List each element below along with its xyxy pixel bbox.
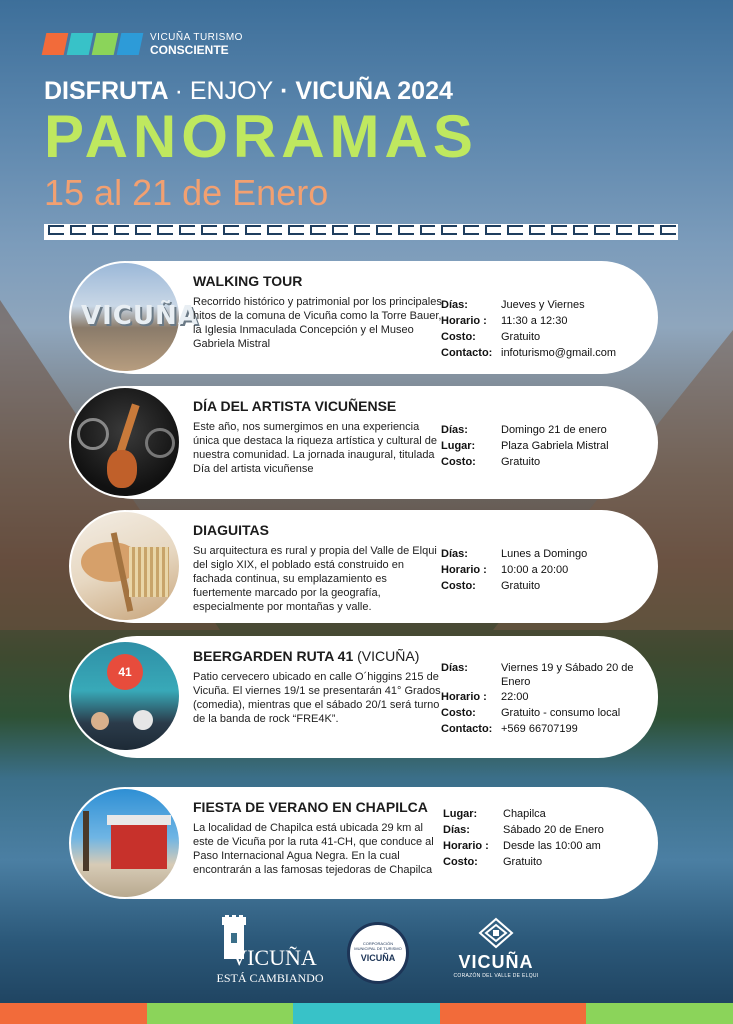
event-description: Recorrido histórico y patrimonial por los principales hitos de la comuna de Vicuña como la Torre Bauer, la Iglesia Inmaculada Concepción y el Museo Gabriela Mistral: [193, 296, 442, 350]
logo1-line1: VICUÑA: [231, 945, 317, 970]
event-title: BEERGARDEN RUTA 41 (VICUÑA): [193, 648, 420, 664]
logo-corporacion-turismo: [347, 922, 409, 984]
detail-value: Gratuito: [501, 456, 541, 468]
detail-label: Lugar:: [441, 440, 476, 452]
detail-value: Sábado 20 de Enero: [503, 824, 604, 836]
detail-value: Plaza Gabriela Mistral: [501, 440, 609, 452]
event-details: [441, 660, 651, 737]
footer-color-bar: [0, 1003, 733, 1024]
detail-value: 11:30 a 12:30: [501, 315, 568, 327]
logo2-line1: CORPORACIÓN MUNICIPAL DE TURISMO: [354, 941, 402, 951]
event-card-dia-del-artista[interactable]: [77, 386, 658, 499]
logo1-line2: ESTÁ CAMBIANDO: [216, 971, 324, 985]
event-details: [441, 297, 651, 361]
event-title: DÍA DEL ARTISTA VICUÑENSE: [193, 398, 397, 414]
footer-segment: [293, 1003, 440, 1024]
detail-label: Contacto:: [441, 347, 493, 359]
event-title: FIESTA DE VERANO EN CHAPILCA: [193, 799, 428, 815]
event-description: La localidad de Chapilca está ubicada 29 km al este de Vicuña por la ruta 41-CH, que conduce al Paso Internacional Agua Negra. En la cual encontrarán a las famosas tejedoras de Chapilca: [193, 822, 434, 876]
event-description: Su arquitectura es rural y propia del Valle de Elqui del siglo XIX, el poblado está construido en fachada continua, su emplazamiento es fuertemente marcado por la geografía, especialmente por montañas y valle.: [193, 545, 437, 613]
footer-segment: [440, 1003, 587, 1024]
detail-label: Costo:: [441, 707, 476, 719]
brand-square-blue: [117, 33, 144, 55]
event-card-beergarden[interactable]: [77, 636, 658, 758]
footer-segment: [0, 1003, 147, 1024]
detail-value: Chapilca: [503, 808, 546, 820]
logo-vicuna-esta-cambiando: [200, 915, 330, 986]
detail-label: Costo:: [441, 331, 476, 343]
detail-label: Horario :: [441, 564, 487, 576]
photo-vicuna-sign: VICUÑA: [69, 261, 181, 373]
detail-label: Horario :: [441, 315, 487, 327]
event-title: DIAGUITAS: [193, 522, 269, 538]
detail-label: Días:: [441, 548, 468, 560]
headline-disfruta: DISFRUTA: [44, 77, 168, 105]
detail-value: Gratuito: [501, 331, 541, 343]
logo2-line2: VICUÑA: [360, 953, 396, 963]
brand-line2: CONSCIENTE: [150, 43, 229, 57]
event-card-fiesta-chapilca[interactable]: [77, 787, 658, 899]
detail-value: Desde las 10:00 am: [503, 840, 601, 852]
detail-value: Jueves y Viernes: [501, 299, 585, 311]
event-description: Patio cervecero ubicado en calle O´higgins 215 de Vicuña. El viernes 19/1 se presentarán 41° Grados (comedia), mientras que el sábado 20/1 será turno de la banda de rock “FRE4K”.: [193, 671, 441, 725]
date-range: 15 al 21 de Enero: [44, 172, 329, 213]
detail-value: 10:00 a 20:00: [501, 564, 569, 576]
brand-square-cyan: [67, 33, 94, 55]
diamond-emblem-icon: [478, 918, 514, 948]
detail-value: infoturismo@gmail.com: [501, 347, 617, 359]
detail-value: Gratuito: [501, 580, 541, 592]
headline-vicuna: · VICUÑA 2024: [280, 77, 453, 105]
detail-label: Costo:: [441, 580, 476, 592]
detail-value: Domingo 21 de enero: [501, 424, 607, 436]
brand-square-green: [92, 33, 119, 55]
photo-beergarden: 41: [69, 640, 181, 752]
detail-label: Días:: [441, 299, 468, 311]
page-title: PANORAMAS: [44, 103, 478, 170]
detail-label: Días:: [441, 662, 468, 674]
event-title: WALKING TOUR: [193, 273, 303, 289]
detail-label: Costo:: [441, 456, 476, 468]
footer-segment: [586, 1003, 733, 1024]
detail-label: Contacto:: [441, 723, 493, 735]
photo-weaving: [69, 510, 181, 622]
brand-square-orange: [42, 33, 69, 55]
detail-label: Horario :: [441, 691, 487, 703]
brand-line1: VICUÑA TURISMO: [150, 32, 243, 43]
photo-chapilca-house: [69, 787, 181, 899]
event-details: [443, 806, 653, 870]
event-card-walking-tour[interactable]: [77, 261, 658, 374]
detail-label: Costo:: [443, 856, 478, 868]
detail-value: Viernes 19 y Sábado 20 de Enero: [501, 662, 634, 688]
event-description: Este año, nos sumergimos en una experiencia única que destaca la riqueza artística y cultural de nuestra comunidad. La jornada inaugural, titulada Día del artista vicuñense: [193, 421, 437, 475]
detail-value: Lunes a Domingo: [501, 548, 588, 560]
logo3-line1: VICUÑA: [458, 952, 534, 972]
headline-enjoy: · ENJOY: [174, 77, 274, 105]
event-subtitle: (VICUÑA): [357, 648, 420, 664]
detail-label: Días:: [441, 424, 468, 436]
event-details: [441, 422, 651, 470]
event-card-diaguitas[interactable]: [77, 510, 658, 623]
detail-label: Días:: [443, 824, 470, 836]
event-details: [441, 546, 651, 594]
detail-value: Gratuito: [503, 856, 543, 868]
detail-label: Horario :: [443, 840, 489, 852]
greek-key-divider: [44, 224, 678, 240]
detail-value: Gratuito - consumo local: [501, 707, 621, 719]
logo3-line2: CORAZÓN DEL VALLE DE ELQUI: [453, 973, 539, 979]
detail-label: Lugar:: [443, 808, 478, 820]
footer-segment: [147, 1003, 294, 1024]
detail-value: 22:00: [501, 691, 529, 703]
logo-vicuna-corazon: [450, 918, 542, 979]
detail-value: +569 66707199: [501, 723, 578, 735]
brand-logo: [44, 32, 243, 56]
photo-guitar-drums: [69, 386, 181, 498]
